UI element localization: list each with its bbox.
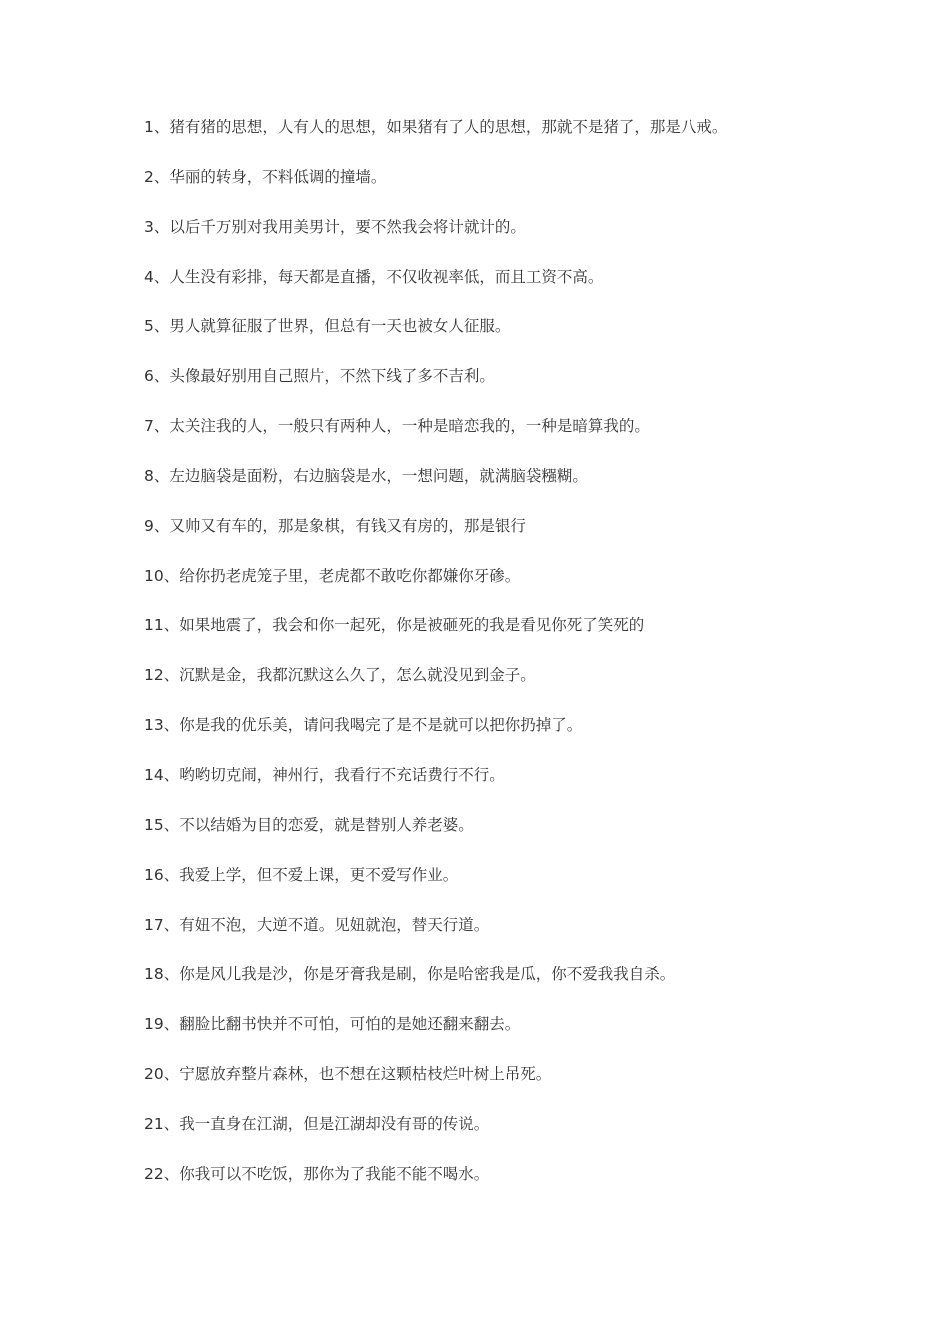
list-item: 21、我一直身在江湖，但是江湖却没有哥的传说。 xyxy=(144,1114,490,1133)
list-item: 6、头像最好别用自己照片，不然下线了多不吉利。 xyxy=(144,367,495,386)
list-item: 20、宁愿放弃整片森林，也不想在这颗枯枝烂叶树上吊死。 xyxy=(144,1065,552,1084)
list-item: 3、以后千万别对我用美男计，要不然我会将计就计的。 xyxy=(144,217,526,236)
list-item: 4、人生没有彩排，每天都是直播，不仅收视率低，而且工资不高。 xyxy=(144,267,604,286)
list-item: 11、如果地震了，我会和你一起死，你是被砸死的我是看见你死了笑死的 xyxy=(144,616,645,635)
list-item: 17、有妞不泡，大逆不道。见妞就泡，替天行道。 xyxy=(144,915,490,934)
list-item: 9、又帅又有车的，那是象棋，有钱又有房的，那是银行 xyxy=(144,516,526,535)
list-item: 16、我爱上学，但不爱上课，更不爱写作业。 xyxy=(144,865,459,884)
list-item: 12、沉默是金，我都沉默这么久了，怎么就没见到金子。 xyxy=(144,666,536,685)
list-item: 22、你我可以不吃饭，那你为了我能不能不喝水。 xyxy=(144,1164,490,1183)
list-item: 15、不以结婚为目的恋爱，就是替别人养老婆。 xyxy=(144,815,474,834)
joke-list xyxy=(144,115,884,1212)
list-item: 8、左边脑袋是面粉，右边脑袋是水，一想问题，就满脑袋糨糊。 xyxy=(144,466,588,485)
list-item: 13、你是我的优乐美，请问我喝完了是不是就可以把你扔掉了。 xyxy=(144,716,583,735)
list-item: 2、华丽的转身，不料低调的撞墙。 xyxy=(144,167,387,186)
list-item: 14、哟哟切克闹，神州行，我看行不充话费行不行。 xyxy=(144,765,505,784)
list-item: 7、太关注我的人，一般只有两种人，一种是暗恋我的，一种是暗算我的。 xyxy=(144,417,650,436)
list-item: 1、猪有猪的思想，人有人的思想，如果猪有了人的思想，那就不是猪了，那是八戒。 xyxy=(144,118,728,136)
list-item: 10、给你扔老虎笼子里，老虎都不敢吃你都嫌你牙碜。 xyxy=(144,566,521,585)
list-item: 5、男人就算征服了世界，但总有一天也被女人征服。 xyxy=(144,317,511,336)
list-item: 19、翻脸比翻书快并不可怕，可怕的是她还翻来翻去。 xyxy=(144,1015,521,1034)
list-item: 18、你是风儿我是沙，你是牙膏我是刷，你是哈密我是瓜，你不爱我我自杀。 xyxy=(144,965,676,984)
